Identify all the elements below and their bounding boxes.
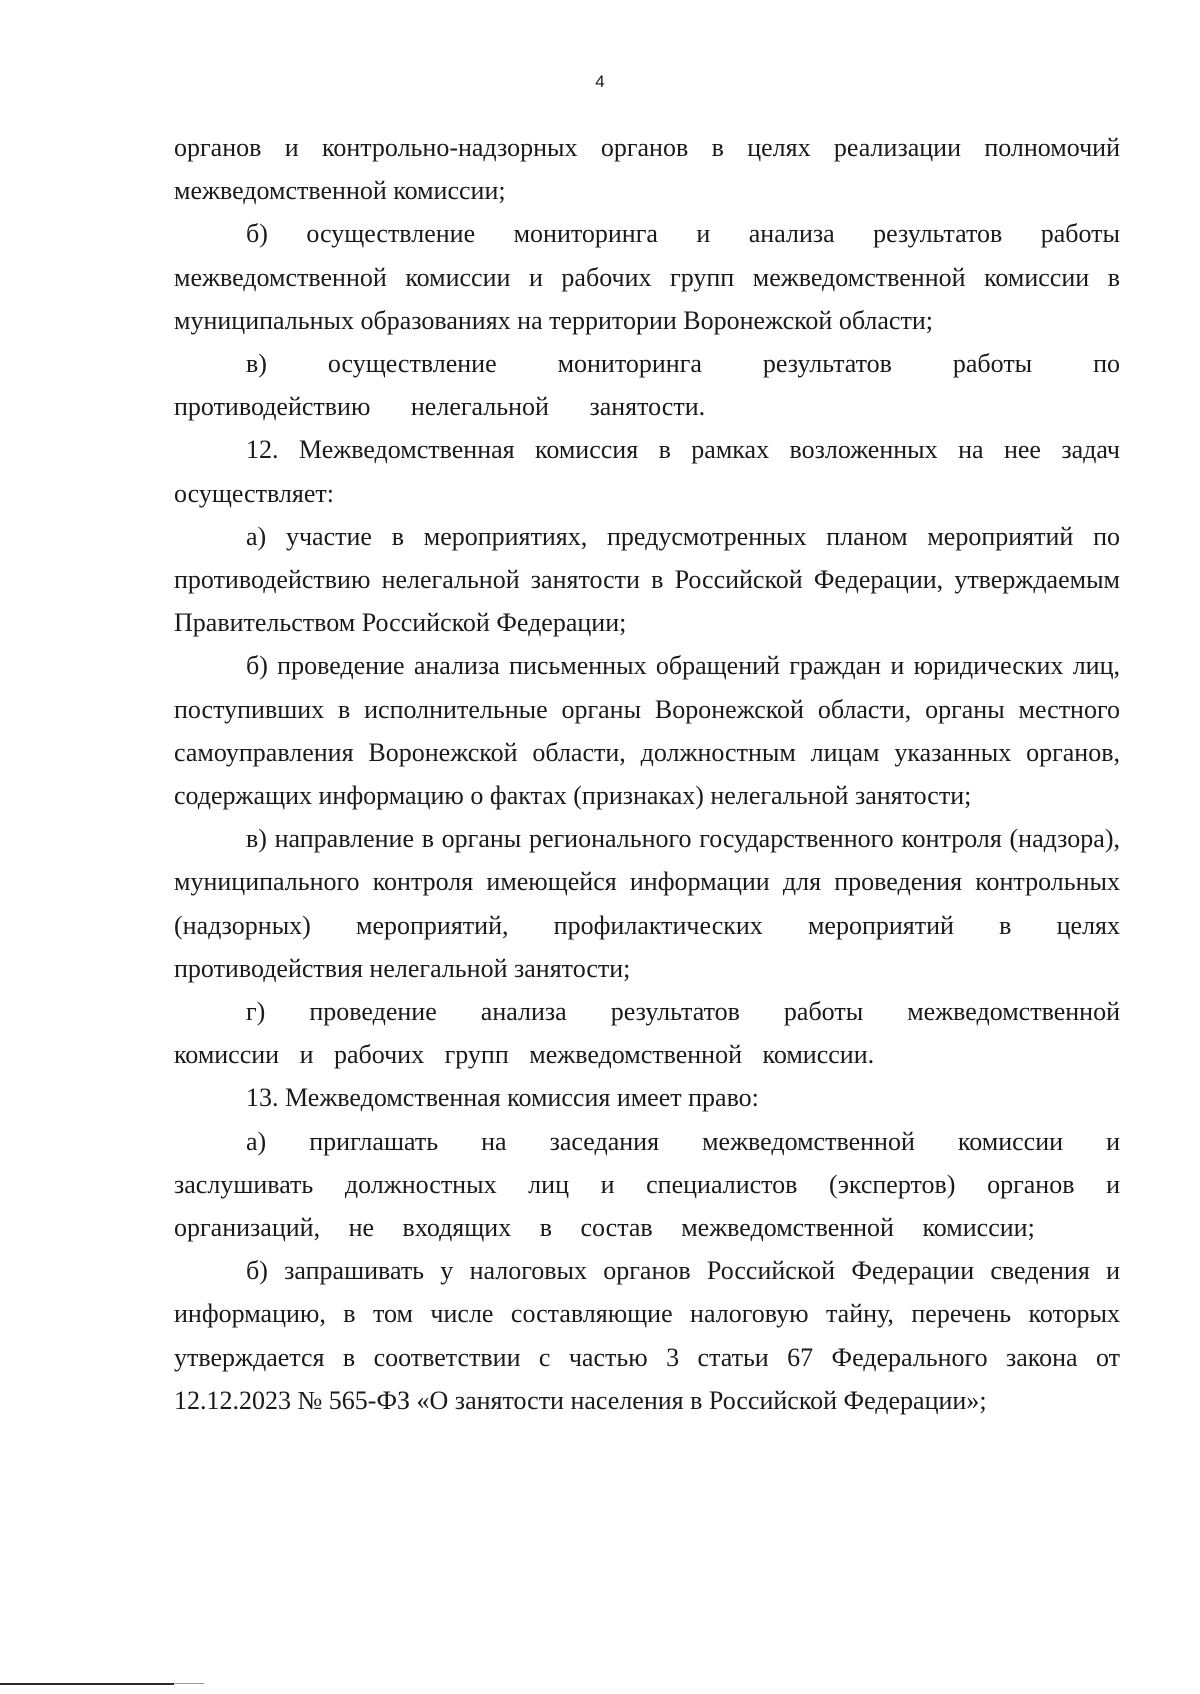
paragraph-continuation: органов и контрольно-надзорных органов в целях реализации полномочий межведомственной комиссии; [174,133,1120,206]
paragraph-item-b-request-tax-info: б) запрашивать у налоговых органов Российской Федерации сведения и информацию, в том числе составляющие налоговую тайну, перечень которых утверждается в соответствии с частью 3 статьи 67 Федерального закона от 12.12.2023 № 565-ФЗ «О занятости населения в Российской Федерации»; [174,1256,1120,1415]
page-number: 4 [595,72,605,91]
paragraph-section-12: 12. Межведомственная комиссия в рамках возложенных на нее задач осуществляет: [174,435,1120,508]
paragraph-item-b-monitoring-analysis: б) осуществление мониторинга и анализа результатов работы межведомственной комиссии и рабочих групп межведомственной комиссии в муниципальных образованиях на территории Воронежской области; [174,219,1120,335]
paragraph-item-v-monitoring-results: в) осуществление мониторинга результатов работы по противодействию нелегальной занятости. [174,349,1120,422]
paragraph-item-b-appeals-analysis: б) проведение анализа письменных обращений граждан и юридических лиц, поступивших в исполнительные органы Воронежской области, органы местного самоуправления Воронежской области, должностным лицам указанных органов, содержащих информацию о фактах (признаках) нелегальной занятости; [174,651,1120,811]
paragraph-item-g-results-analysis: г) проведение анализа результатов работы межведомственной комиссии и рабочих групп межведомственной комиссии. [174,997,1120,1070]
document-body [174,126,1120,1422]
paragraph-item-a-participation: а) участие в мероприятиях, предусмотренных планом мероприятий по противодействию нелегальной занятости в Российской Федерации, утверждаемым Правительством Российской Федерации; [174,521,1120,638]
paragraph-section-13: 13. Межведомственная комиссия имеет право: [246,1083,759,1113]
paragraph-item-v-information-direction: в) направление в органы регионального государственного контроля (надзора), муниципального контроля имеющейся информации для проведения контрольных (надзорных) мероприятий, профилактических мероприятий в целях противодействия нелегальной занятости; [174,824,1120,983]
footer-separator-line [0,1683,174,1685]
paragraph-item-a-invite: а) приглашать на заседания межведомственной комиссии и заслушивать должностных лиц и специалистов (экспертов) органов и организаций, не входящих в состав межведомственной комиссии; [174,1126,1120,1243]
footer-separator-line-faint [174,1683,204,1684]
